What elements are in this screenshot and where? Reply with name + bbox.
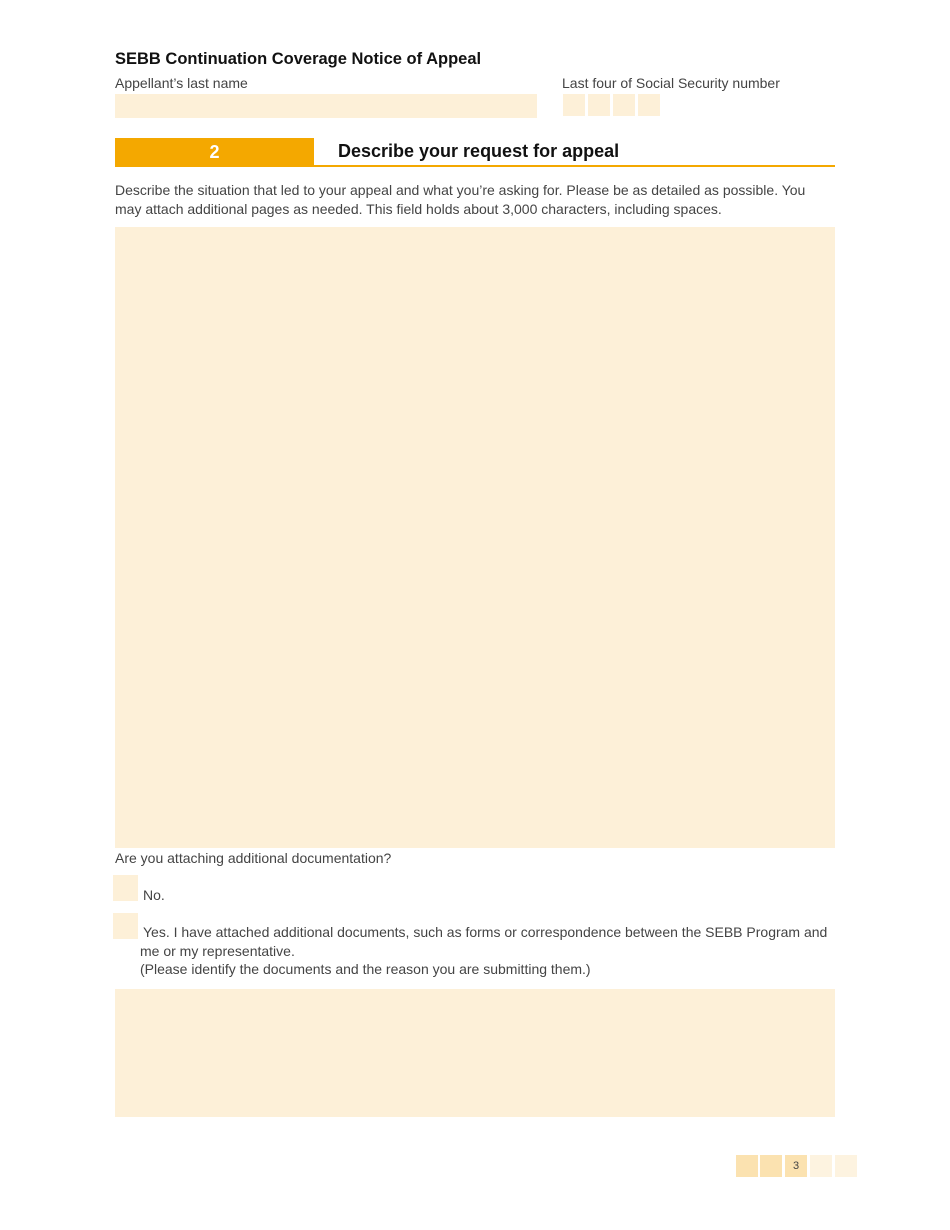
no-option-label: No. (143, 887, 165, 903)
footer-block (835, 1155, 857, 1177)
no-checkbox[interactable] (113, 875, 138, 901)
ssn-digit-4-field[interactable] (638, 94, 660, 116)
ssn-digit-2-field[interactable] (588, 94, 610, 116)
ssn-label: Last four of Social Security number (562, 75, 780, 91)
documents-description-field[interactable] (115, 989, 835, 1117)
yes-option-label-continued: me or my representative. (140, 943, 295, 959)
section-divider (314, 165, 835, 167)
appeal-description-field[interactable] (115, 227, 835, 848)
yes-option-label: Yes. I have attached additional documents, such as forms or correspondence between the SEBB Program and (143, 924, 828, 940)
page-number: 3 (785, 1155, 807, 1177)
ssn-digit-3-field[interactable] (613, 94, 635, 116)
ssn-digit-1-field[interactable] (563, 94, 585, 116)
footer-block (810, 1155, 832, 1177)
attachment-question: Are you attaching additional documentation? (115, 850, 392, 866)
last-name-field[interactable] (115, 94, 537, 118)
section-number: 2 (115, 138, 314, 167)
footer-block (760, 1155, 782, 1177)
yes-checkbox[interactable] (113, 913, 138, 939)
footer-block (736, 1155, 758, 1177)
yes-option-note: (Please identify the documents and the reason you are submitting them.) (140, 961, 591, 977)
last-name-label: Appellant’s last name (115, 75, 248, 91)
form-title: SEBB Continuation Coverage Notice of Appeal (115, 50, 482, 68)
section-instructions: Describe the situation that led to your appeal and what you’re asking for. Please be as detailed as possible. You may attach additional pages as needed. This field holds about 3,000 characters, including spaces. (115, 182, 806, 217)
section-title: Describe your request for appeal (338, 141, 620, 161)
